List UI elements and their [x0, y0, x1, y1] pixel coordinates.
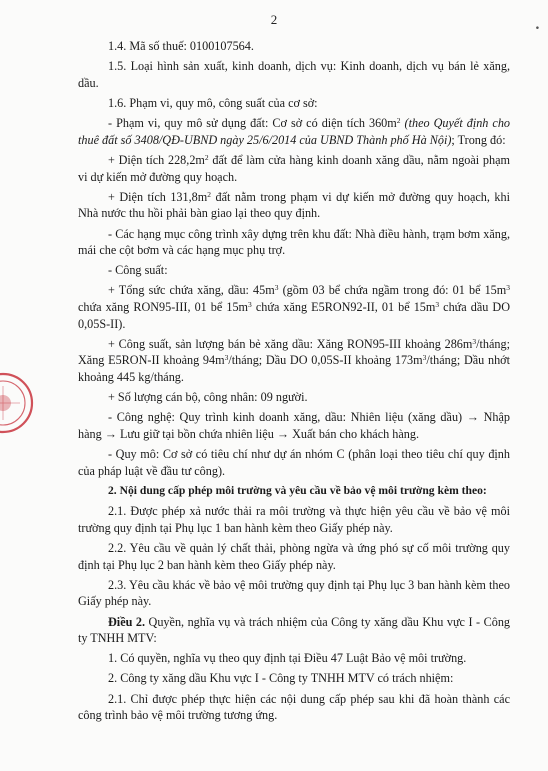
technology-paragraph: - Công nghệ: Quy trình kinh doanh xăng, dầu: Nhiên liệu (xăng dầu) → Nhập hàng → Lưu giữ tại bồn chứa nhiên liệu → Xuất bán cho khách hàng. — [78, 410, 510, 441]
clause-2-1: 2.1. Được phép xả nước thải ra môi trường và thực hiện yêu cầu về bảo vệ môi trường quy định tại Phụ lục 1 ban hành kèm theo Giấy phép này. — [78, 504, 510, 535]
corner-mark: • — [534, 24, 540, 34]
construction-items-paragraph: - Các hạng mục công trình xây dựng trên khu đất: Nhà điều hành, trạm bơm xăng, mái che cột bơm và các hạng mục phụ trợ. — [78, 226, 510, 258]
superscript-3: 3 — [224, 353, 229, 363]
article-2-paragraph — [78, 614, 510, 647]
project-scale-paragraph: - Quy mô: Cơ sở có tiêu chí như dự án nhóm C (phân loại theo tiêu chí quy định của pháp luật về đầu tư công). — [78, 447, 510, 478]
superscript-3: 3 — [472, 336, 477, 346]
sales-volume-paragraph — [78, 336, 510, 386]
superscript-3: 3 — [435, 300, 440, 310]
area-131-paragraph — [78, 189, 510, 222]
sales-text-c: /tháng; Dầu DO 0,05S-II khoảng 173m — [228, 353, 423, 368]
storage-text-a: + Tổng sức chứa xăng, dầu: 45m — [108, 283, 275, 298]
superscript-2: 2 — [207, 189, 211, 199]
area-228-paragraph — [78, 152, 510, 185]
area-228-text: + Diện tích 228,2m — [108, 152, 205, 167]
superscript-3: 3 — [506, 283, 511, 293]
scope-heading: 1.6. Phạm vi, quy mô, công suất của cơ sở: — [108, 95, 318, 110]
land-scope-paragraph — [78, 115, 510, 148]
superscript-3: 3 — [248, 300, 252, 310]
storage-capacity-paragraph — [78, 282, 510, 332]
clause-2-2: 2.2. Yêu cầu về quản lý chất thải, phòng ngừa và ứng phó sự cố môi trường quy định tại Phụ lục 2 ban hành kèm theo Giấy phép này. — [78, 540, 510, 572]
storage-text-b: (gồm 03 bể chứa ngầm trong đó: 01 bể 15m — [278, 283, 507, 298]
storage-text-e: chứa dầu DO 0,05S-II). — [78, 300, 511, 331]
section-2-heading: 2. Nội dung cấp phép môi trường và yêu cầu về bảo vệ môi trường kèm theo: — [108, 483, 487, 497]
area-228-tail: đất để làm cửa hàng kinh doanh xăng dầu, nằm ngoài phạm vi dự kiến mở đường quy hoạch. — [78, 152, 510, 184]
document-body — [78, 38, 510, 727]
sales-text-d: /tháng; Dầu nhớt khoảng 445 kg/tháng. — [78, 353, 511, 385]
sales-text-a: + Công suất, sản lượng bán bẻ xăng dầu: Xăng RON95-III khoảng 286m — [108, 336, 473, 351]
area-131-text: + Diện tích 131,8m — [108, 189, 208, 204]
superscript-2: 2 — [204, 152, 209, 162]
superscript-2: 2 — [396, 116, 401, 126]
article-2-item-2: 2. Công ty xăng dầu Khu vực I - Công ty TNHH MTV có trách nhiệm: — [108, 671, 454, 686]
superscript-3: 3 — [422, 353, 427, 363]
page-number: 2 — [270, 12, 278, 27]
land-decision-reference: (theo Quyết định cho thuê đất số 3408/QĐ-UBND ngày 25/6/2014 của UBND Thành phố Hà Nội) — [78, 116, 511, 147]
land-scope-text: - Phạm vi, quy mô sử dụng đất: Cơ sở có diện tích 360m — [108, 116, 397, 131]
storage-text-c: chứa xăng RON95-III, 01 bể 15m — [78, 300, 249, 315]
article-2-item-1: 1. Có quyền, nghĩa vụ theo quy định tại Điều 47 Luật Bảo vệ môi trường. — [108, 651, 467, 666]
red-seal-stamp — [0, 372, 34, 434]
clause-2-3: 2.3. Yêu cầu khác về bảo vệ môi trường quy định tại Phụ lục 3 ban hành kèm theo Giấy phép này. — [78, 577, 510, 609]
area-131-tail: đất nằm trong phạm vi dự kiến mở đường quy hoạch, khi Nhà nước thu hồi phải bàn giao lại theo quy định. — [78, 189, 510, 221]
article-2-label: Điều 2. — [108, 614, 146, 629]
staff-count-paragraph: + Số lượng cán bộ, công nhân: 09 người. — [108, 390, 308, 405]
capacity-heading: - Công suất: — [108, 263, 168, 278]
land-scope-tail: ; Trong đó: — [451, 132, 506, 147]
sales-text-b: /tháng; Xăng E5RON-II khoảng 94m — [78, 336, 510, 368]
business-type-line: 1.5. Loại hình sản xuất, kinh doanh, dịch vụ: Kinh doanh, dịch vụ bán lẻ xăng, dầu. — [78, 59, 510, 90]
article-2-text: Quyền, nghĩa vụ và trách nhiệm của Công ty xăng dầu Khu vực I - Công ty TNHH MTV: — [78, 614, 511, 646]
superscript-3: 3 — [274, 283, 279, 293]
article-2-item-2-1: 2.1. Chỉ được phép thực hiện các nội dung cấp phép sau khi đã hoàn thành các công trình bảo vệ môi trường tương ứng. — [78, 691, 510, 723]
storage-text-d: chứa xăng E5RON92-II, 01 bể 15m — [251, 300, 436, 315]
tax-code-line: 1.4. Mã số thuế: 0100107564. — [108, 39, 254, 53]
